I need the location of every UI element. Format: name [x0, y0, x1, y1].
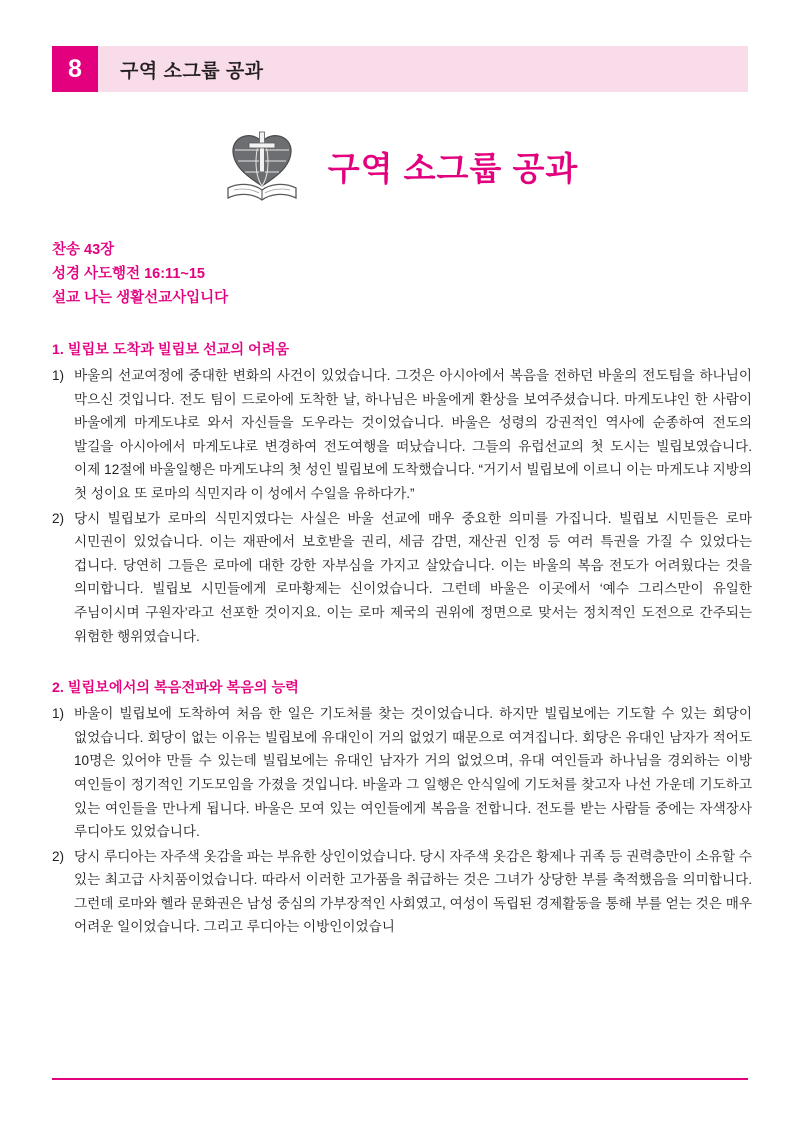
cross-heart-bible-emblem-icon	[222, 128, 302, 208]
paragraph	[52, 702, 752, 844]
service-info-block	[52, 238, 752, 310]
chapter-number-badge: 8	[52, 46, 98, 92]
paragraph	[52, 364, 752, 506]
paragraph-number: 1)	[52, 368, 65, 383]
title-block	[52, 128, 748, 208]
section-2	[52, 678, 752, 939]
paragraph-text: 바울의 선교여정에 중대한 변화의 사건이 있었습니다. 그것은 아시아에서 복음을 전하던 바울의 전도팀을 하나님이 막으신 것입니다. 전도 팀이 드로아에 도착한 날, 하나님은 바울에게 환상을 보여주셨습니다. 마게도냐인 한 사람이 바울에게 마게도냐로 와서 자신들을 도우라는 것이었습니다. 바울은 성령의 강권적인 역사에 순종하여 전도의 발길을 아시아에서 마게도냐로 변경하여 전도여행을 떠났습니다. 그들의 유럽선교의 첫 도시는 빌립보였습니다. 이제 12절에 바울일행은 마게도냐의 첫 성인 빌립보에 도착했습니다. “거기서 빌립보에 이르니 이는 마게도냐 지방의 첫 성이요 또 로마의 식민지라 이 성에서 수일을 유하다가.”	[74, 368, 752, 501]
paragraph	[52, 845, 752, 939]
sermon-line: 설교 나는 생활선교사입니다	[52, 290, 229, 306]
document-body	[52, 340, 752, 955]
section-1	[52, 340, 752, 648]
section-heading: 2. 빌립보에서의 복음전파와 복음의 능력	[52, 680, 299, 697]
footer-divider	[52, 1078, 748, 1080]
paragraph-text: 당시 빌립보가 로마의 식민지였다는 사실은 바울 선교에 매우 중요한 의미를 가집니다. 빌립보 시민들은 로마 시민권이 있었습니다. 이는 재판에서 보호받을 권리, 세금 감면, 재산권 인정 등 여러 특권을 가질 수 있었다는 겁니다. 당연히 그들은 로마에 대한 강한 자부심을 가지고 살았습니다. 이는 바울의 복음 전도가 어려웠다는 것을 의미합니다. 빌립보 시민들에게 로마황제는 신이었습니다. 그런데 바울은 이곳에서 ‘예수 그리스만이 유일한 주님이시며 구원자’라고 선포한 것이지요. 이는 로마 제국의 권위에 정면으로 맞서는 정치적인 도전으로 간주되는 위험한 행위였습니다.	[74, 510, 752, 644]
hymn-line: 찬송 43장	[52, 242, 115, 258]
paragraph-number: 2)	[52, 848, 65, 864]
section-spacer	[52, 664, 752, 678]
paragraph-text: 바울이 빌립보에 도착하여 처음 한 일은 기도처를 찾는 것이었습니다. 하지만 빌립보에는 기도할 수 있는 회당이 없었습니다. 회당이 없는 이유는 빌립보에 유대인이 거의 없었기 때문으로 여겨집니다. 회당은 유대인 남자가 적어도 10명은 있어야 만들 수 있는데 빌립보에는 유대인 남자가 거의 없었으며, 유대 여인들과 하나님을 경외하는 이방 여인들이 정기적인 기도모임을 가졌을 것입니다. 바울과 그 일행은 안식일에 기도처를 찾고자 나선 가운데 기도하고 있는 여인들을 만나게 됩니다. 바울은 모여 있는 여인들에게 복음을 전합니다. 전도를 받는 사람들 중에는 자색장사 루디아도 있었습니다.	[74, 706, 752, 840]
document-title: 구역 소그룹 공과	[327, 149, 579, 187]
paragraph-number: 2)	[52, 510, 65, 526]
page-header	[52, 46, 748, 92]
section-heading: 1. 빌립보 도착과 빌립보 선교의 어려움	[52, 342, 290, 358]
paragraph	[52, 507, 752, 649]
paragraph-number: 1)	[52, 706, 65, 722]
paragraph-text: 당시 루디아는 자주색 옷감을 파는 부유한 상인이었습니다. 당시 자주색 옷감은 황제나 귀족 등 권력층만이 소유할 수 있는 최고급 사치품이었습니다. 따라서 이러한 고가품을 취급하는 것은 그녀가 상당한 부를 축적했음을 의미합니다. 그런데 로마와 헬라 문화권은 남성 중심의 가부장적인 사회였고, 여성이 독립된 경제활동을 통해 부를 얻는 것은 매우 어려운 일이었습니다. 그리고 루디아는 이방인이었습니	[74, 848, 752, 935]
scripture-line: 성경 사도행전 16:11~15	[52, 266, 205, 282]
header-title: 구역 소그룹 공과	[120, 60, 264, 82]
